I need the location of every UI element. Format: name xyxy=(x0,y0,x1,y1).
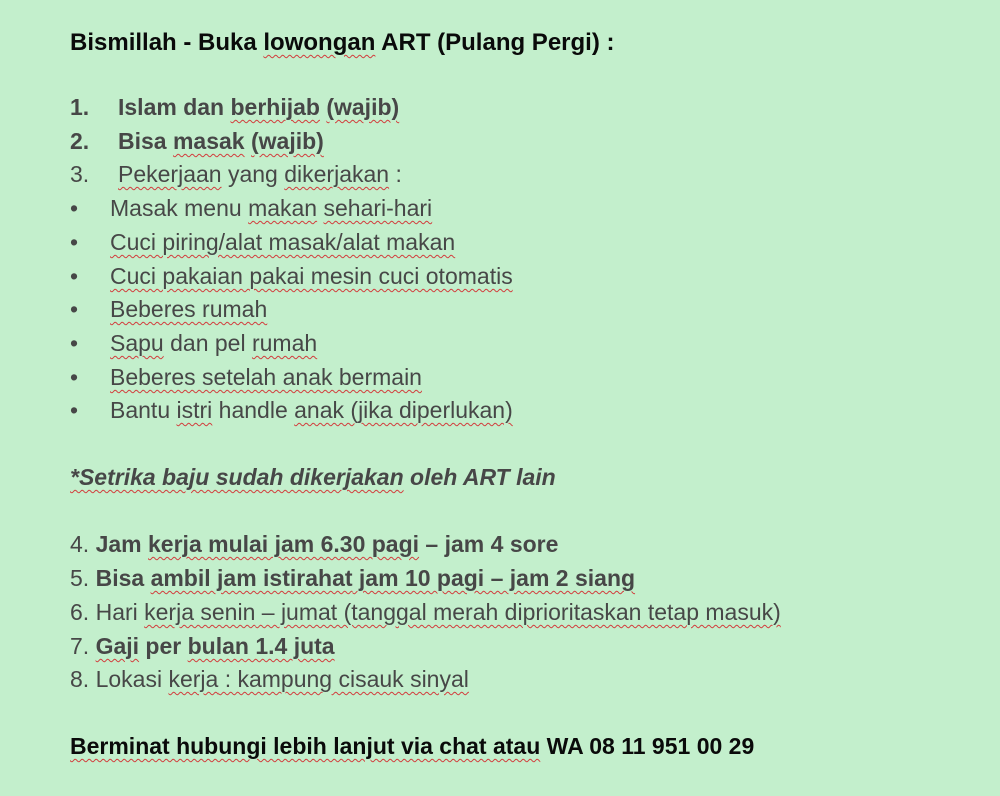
bullet-text-b: istri xyxy=(176,397,213,423)
bullet-text-b: Cuci pakaian pakai mesin cuci otomatis xyxy=(110,263,513,289)
item-number: 3. xyxy=(70,161,90,187)
bullet-icon: • xyxy=(70,263,79,289)
document-title xyxy=(70,28,614,58)
item-number: 5. xyxy=(70,565,96,591)
bullet-text-d: rumah xyxy=(251,330,318,356)
note-text-a: *Setrika baju sudah dikerjakan xyxy=(70,464,404,490)
item-text-b: per xyxy=(139,633,188,659)
bullet-text-c: dan pel xyxy=(163,330,252,356)
bullet-item xyxy=(70,193,432,223)
contact-text-b: WA 08 11 951 00 29 xyxy=(540,733,755,759)
item-text-b: masak xyxy=(172,128,245,154)
bullet-icon: • xyxy=(70,296,79,322)
title-word-lowongan: lowongan xyxy=(263,29,376,56)
numbered-item-4 xyxy=(70,529,558,559)
numbered-item-3 xyxy=(70,159,402,189)
note-text xyxy=(70,462,556,492)
bullet-item xyxy=(70,395,513,425)
contact-line xyxy=(70,731,754,761)
item-text-d: : xyxy=(389,161,402,187)
item-text-d: (wajib) xyxy=(251,128,324,154)
bullet-text-b: Sapu xyxy=(110,330,164,356)
item-text-d: (wajib) xyxy=(326,94,400,120)
numbered-item-8 xyxy=(70,664,469,694)
numbered-item-2 xyxy=(70,126,324,156)
bullet-text-a: Bantu xyxy=(110,397,177,423)
item-text-a: Bisa xyxy=(95,565,151,591)
bullet-text-d: anak (jika diperlukan) xyxy=(294,397,513,423)
bullet-text-b: Beberes rumah xyxy=(110,296,268,322)
item-text-c: dikerjakan xyxy=(284,161,390,187)
item-text-a: Pekerjaan xyxy=(118,161,222,187)
numbered-item-5 xyxy=(70,563,635,593)
item-text-c: jam 10 pagi – jam 2 siang xyxy=(352,565,636,591)
bullet-item xyxy=(70,261,513,291)
item-text-a: Lokasi xyxy=(95,666,169,692)
bullet-icon: • xyxy=(70,229,79,255)
title-prefix: Bismillah - Buka xyxy=(70,29,264,56)
item-text-a: Islam dan xyxy=(118,94,231,120)
bullet-text-a: Masak menu xyxy=(110,195,249,221)
numbered-item-1 xyxy=(70,92,399,122)
bullet-icon: • xyxy=(70,330,79,356)
bullet-text-b: makan xyxy=(248,195,318,221)
item-text-a: Jam xyxy=(95,531,149,557)
item-text-c: – jumat (tanggal merah diprioritaskan tetap masuk) xyxy=(255,599,781,625)
item-number: 4. xyxy=(70,531,96,557)
bullet-item xyxy=(70,227,455,257)
numbered-item-7 xyxy=(70,631,335,661)
note-text-b: oleh ART lain xyxy=(403,464,556,490)
item-text-b: kerja mulai jam 6.30 pagi xyxy=(148,531,420,557)
item-number: 2. xyxy=(70,128,90,154)
item-text-c: bulan 1.4 juta xyxy=(187,633,335,659)
bullet-text-b: Cuci piring/alat masak/alat makan xyxy=(110,229,456,255)
title-rest: ART (Pulang Pergi) : xyxy=(375,29,615,56)
item-text-a: Bisa xyxy=(118,128,173,154)
item-text-a: Gaji xyxy=(95,633,140,659)
item-number: 6. xyxy=(70,599,96,625)
bullet-icon: • xyxy=(70,364,79,390)
item-text-b: yang xyxy=(221,161,285,187)
bullet-item xyxy=(70,328,317,358)
item-text-b: kerja senin xyxy=(144,599,256,625)
item-number: 1. xyxy=(70,94,90,120)
bullet-icon: • xyxy=(70,397,79,423)
bullet-text-b: Beberes setelah anak bermain xyxy=(110,364,422,390)
item-number: 7. xyxy=(70,633,96,659)
item-text-b: kerja xyxy=(168,666,219,692)
bullet-text-d: sehari-hari xyxy=(323,195,433,221)
contact-text-a: Berminat hubungi lebih lanjut via chat atau xyxy=(70,733,541,759)
bullet-item xyxy=(70,294,267,324)
item-text-c: : kampung cisauk sinyal xyxy=(218,666,469,692)
item-number: 8. xyxy=(70,666,96,692)
bullet-text-c: handle xyxy=(212,397,295,423)
bullet-icon: • xyxy=(70,195,79,221)
numbered-item-6 xyxy=(70,597,781,627)
item-text-a: Hari xyxy=(95,599,145,625)
item-text-b: berhijab xyxy=(230,94,320,120)
item-text-b: ambil jam istirahat xyxy=(150,565,353,591)
bullet-item xyxy=(70,362,422,392)
item-text-c: – jam 4 sore xyxy=(419,531,559,557)
